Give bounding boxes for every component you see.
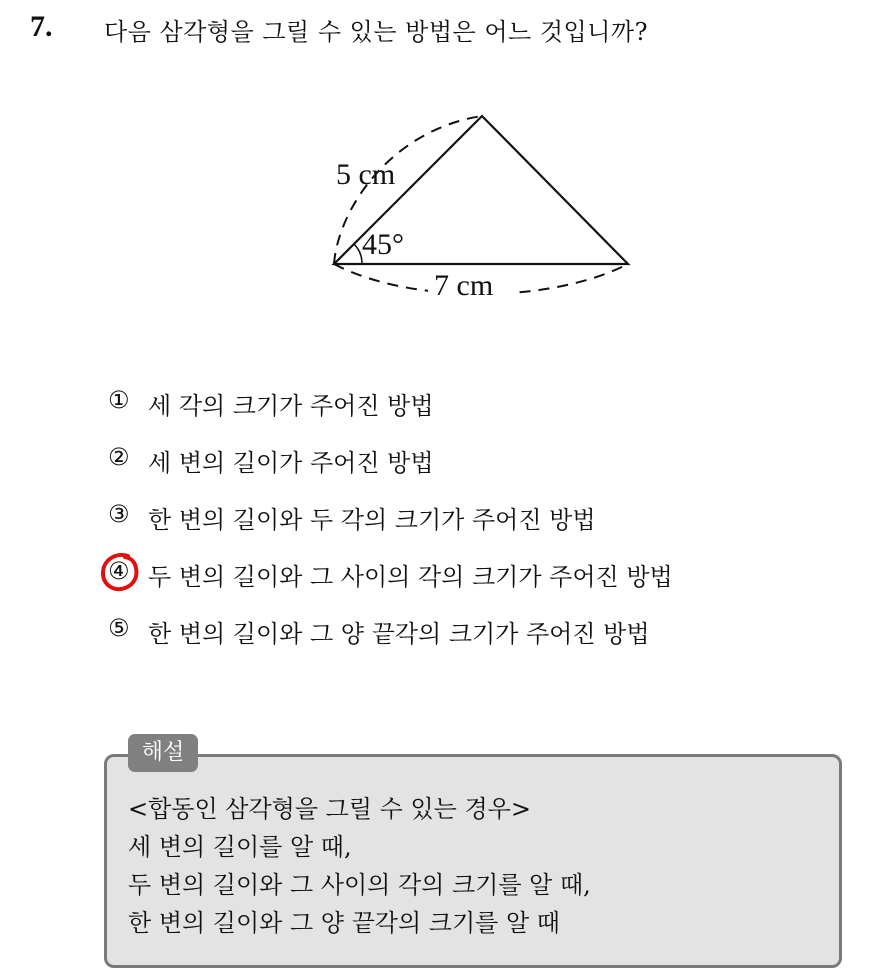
option-text: 두 변의 길이와 그 사이의 각의 크기가 주어진 방법	[148, 563, 673, 591]
option-text: 세 각의 크기가 주어진 방법	[148, 392, 434, 420]
option-5[interactable]	[108, 614, 673, 671]
solution-line-2: 세 변의 길이를 알 때,	[128, 833, 352, 861]
side-label-5cm: 5 cm	[336, 158, 396, 191]
triangle-diagram	[300, 100, 660, 310]
option-number: ②	[108, 443, 130, 471]
solution-line-1: <합동인 삼각형을 그릴 수 있는 경우>	[128, 795, 531, 823]
triangle-figure	[300, 100, 660, 310]
option-number: ①	[108, 386, 130, 414]
option-number: ⑤	[108, 614, 130, 642]
question-number: 7.	[30, 10, 53, 43]
angle-arc-45	[354, 244, 362, 264]
solution-text	[128, 790, 591, 942]
option-4[interactable]	[108, 557, 673, 614]
option-number: ④	[108, 557, 130, 585]
option-text: 한 변의 길이와 그 양 끝각의 크기가 주어진 방법	[148, 620, 650, 648]
solution-line-4: 한 변의 길이와 그 양 끝각의 크기를 알 때	[128, 909, 560, 937]
option-2[interactable]	[108, 443, 673, 500]
option-number-wrapper	[108, 557, 148, 585]
angle-label-45: 45°	[362, 228, 404, 261]
option-text: 한 변의 길이와 두 각의 크기가 주어진 방법	[148, 506, 596, 534]
answer-options	[108, 386, 673, 671]
question-text: 다음 삼각형을 그릴 수 있는 방법은 어느 것입니까?	[104, 18, 648, 46]
solution-tag: 해설	[128, 734, 198, 772]
side-label-7cm: 7 cm	[434, 269, 494, 302]
solution-line-3: 두 변의 길이와 그 사이의 각의 크기를 알 때,	[128, 871, 591, 899]
option-number: ③	[108, 500, 130, 528]
option-1[interactable]	[108, 386, 673, 443]
option-text: 세 변의 길이가 주어진 방법	[148, 449, 434, 477]
option-3[interactable]	[108, 500, 673, 557]
